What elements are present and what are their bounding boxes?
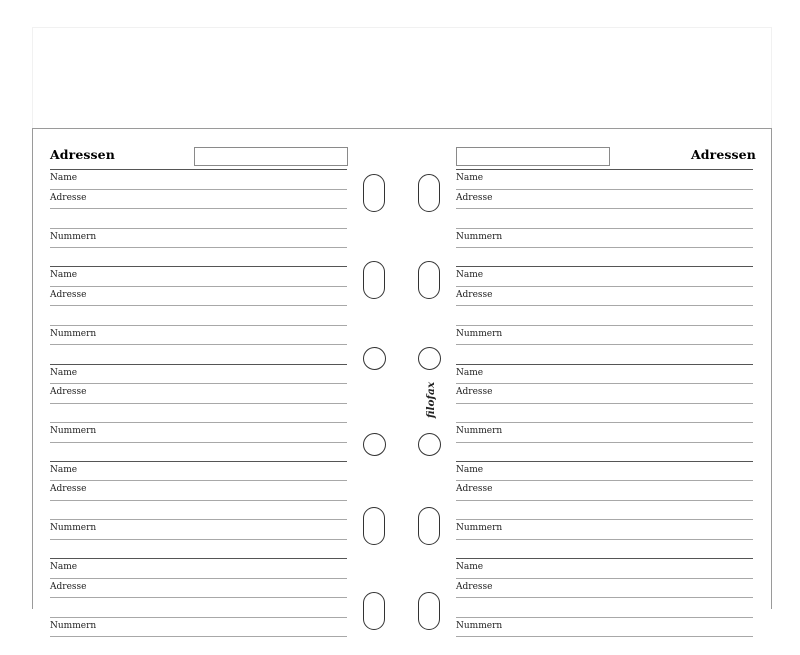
rule-line <box>456 539 753 540</box>
address-entry[interactable] <box>456 461 753 558</box>
rule-line <box>456 617 753 618</box>
address-entry[interactable] <box>456 266 753 363</box>
rule-line <box>50 189 347 190</box>
rule-line <box>456 558 753 559</box>
left-title-field[interactable] <box>194 147 348 166</box>
name-label: Name <box>456 562 484 573</box>
rule-line <box>50 383 347 384</box>
name-label: Name <box>50 173 78 183</box>
numbers-label: Nummern <box>50 231 97 242</box>
rule-line <box>50 364 347 365</box>
address-entry[interactable] <box>456 169 753 266</box>
numbers-label: Nummern <box>456 620 503 631</box>
rule-line <box>50 403 347 404</box>
address-label: Adresse <box>456 581 493 592</box>
rule-line <box>50 266 347 267</box>
numbers-label: Nummern <box>456 523 503 534</box>
address-label: Adresse <box>50 192 87 203</box>
rule-line <box>456 247 753 248</box>
rule-line <box>456 403 753 404</box>
rule-line <box>50 247 347 248</box>
name-label: Name <box>50 464 78 475</box>
rule-line <box>456 266 753 267</box>
binder-hole-icon <box>363 507 385 545</box>
rule-line <box>50 442 347 443</box>
address-entry[interactable] <box>50 364 347 461</box>
numbers-label: Nummern <box>456 328 503 339</box>
binder-hole-icon <box>418 592 440 630</box>
rule-line <box>456 578 753 579</box>
address-label: Adresse <box>50 484 87 495</box>
address-label: Adresse <box>50 289 87 300</box>
rule-line <box>456 169 753 170</box>
binder-hole-icon <box>363 347 386 370</box>
right-title-field[interactable] <box>456 147 610 166</box>
rule-line <box>50 286 347 287</box>
name-label: Name <box>50 367 78 378</box>
binder-hole-icon <box>418 347 441 370</box>
binder-hole-icon <box>418 433 441 456</box>
address-label: Adresse <box>456 289 493 300</box>
rule-line <box>456 480 753 481</box>
rule-line <box>50 325 347 326</box>
address-label: Adresse <box>456 484 493 495</box>
rule-line <box>456 305 753 306</box>
address-entry[interactable] <box>50 266 347 363</box>
rule-line <box>456 344 753 345</box>
address-entry[interactable] <box>50 169 347 266</box>
address-entry[interactable] <box>50 461 347 558</box>
rule-line <box>456 442 753 443</box>
rule-line <box>50 597 347 598</box>
rule-line <box>456 636 753 637</box>
address-label: Adresse <box>456 192 493 203</box>
rule-line <box>50 500 347 501</box>
numbers-label: Nummern <box>50 620 97 631</box>
binder-hole-icon <box>363 592 385 630</box>
binder-hole-icon <box>418 507 440 545</box>
address-entry[interactable] <box>456 364 753 461</box>
rule-line <box>50 539 347 540</box>
name-label: Name <box>456 464 484 475</box>
name-label: Name <box>50 270 78 281</box>
brand-wordmark: filofax <box>425 381 437 419</box>
left-page-title: Adressen <box>50 147 115 162</box>
rule-line <box>50 169 347 170</box>
rule-line <box>456 500 753 501</box>
name-label: Name <box>50 562 78 573</box>
name-label: Name <box>456 270 484 281</box>
rule-line <box>456 189 753 190</box>
rule-line <box>456 364 753 365</box>
rule-line <box>50 422 347 423</box>
top-sheet <box>32 27 772 129</box>
binder-hole-icon <box>418 174 440 212</box>
binder-hole-icon <box>363 433 386 456</box>
right-page-title: Adressen <box>691 147 756 162</box>
rule-line <box>456 228 753 229</box>
numbers-label: Nummern <box>50 523 97 534</box>
name-label: Name <box>456 367 484 378</box>
rule-line <box>50 558 347 559</box>
numbers-label: Nummern <box>50 328 97 339</box>
address-entry[interactable] <box>50 558 347 655</box>
numbers-label: Nummern <box>456 426 503 437</box>
address-label: Adresse <box>50 387 87 398</box>
address-label: Adresse <box>456 387 493 398</box>
numbers-label: Nummern <box>50 426 97 437</box>
numbers-label: Nummern <box>456 231 503 242</box>
rule-line <box>456 325 753 326</box>
binder-hole-icon <box>363 174 385 212</box>
address-label: Adresse <box>50 581 87 592</box>
rule-line <box>456 286 753 287</box>
binder-hole-icon <box>363 261 385 299</box>
rule-line <box>456 422 753 423</box>
name-label: Name <box>456 173 484 183</box>
brand-logo <box>421 378 441 422</box>
rule-line <box>456 461 753 462</box>
binder-hole-icon <box>418 261 440 299</box>
rule-line <box>50 305 347 306</box>
rule-line <box>50 480 347 481</box>
rule-line <box>50 519 347 520</box>
rule-line <box>50 344 347 345</box>
rule-line <box>50 228 347 229</box>
rule-line <box>50 617 347 618</box>
rule-line <box>456 597 753 598</box>
address-entry[interactable] <box>456 558 753 655</box>
rule-line <box>50 636 347 637</box>
rule-line <box>456 208 753 209</box>
rule-line <box>50 578 347 579</box>
rule-line <box>50 461 347 462</box>
rule-line <box>456 519 753 520</box>
rule-line <box>50 208 347 209</box>
rule-line <box>456 383 753 384</box>
